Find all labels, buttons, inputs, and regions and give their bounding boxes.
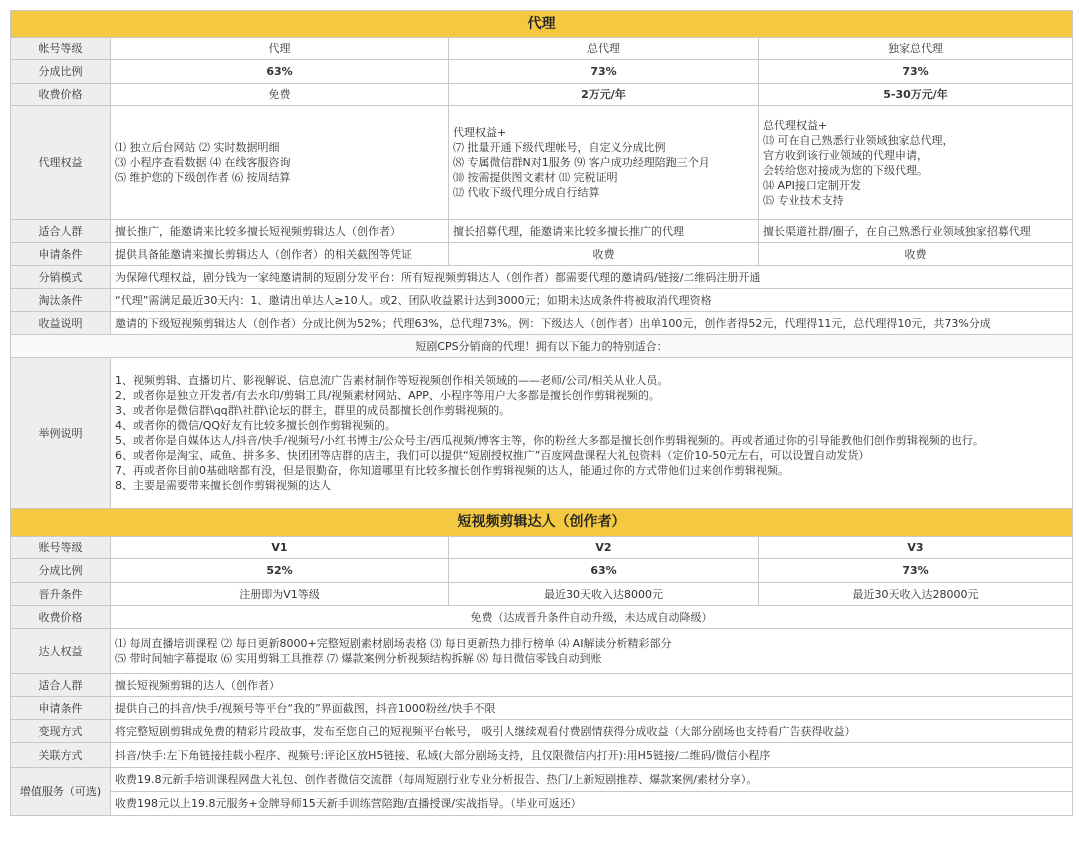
cell-value: 收费 xyxy=(449,243,759,266)
agent-examples-row xyxy=(11,358,1073,509)
cell-value: 擅长招募代理，能邀请来比较多擅长推广的代理 xyxy=(449,220,759,243)
pricing-sheet xyxy=(10,10,1072,816)
cell-exclusive-agent: 独家总代理 xyxy=(759,38,1073,60)
cell-value: 提供自己的抖音/快手/视频号等平台“我的”界面截图，抖音1000粉丝/快手不限 xyxy=(111,697,1073,720)
creator-price-row xyxy=(11,606,1073,629)
agent-level-row xyxy=(11,38,1073,60)
cell-value: ⑴ 每周直播培训课程 ⑵ 每日更新8000+完整短剧素材剧场表格 ⑶ 每日更新热力排行榜单 ⑷ AI解读分析精彩部分 ⑸ 带时间轴字幕提取 ⑹ 实用剪辑工具推荐 ⑺ 爆款案例分析视频结构拆解 ⑻ 每日微信零钱自动到账 xyxy=(111,629,1073,674)
creator-rights-row xyxy=(11,629,1073,674)
creator-link-row xyxy=(11,743,1073,768)
row-label: 变现方式 xyxy=(11,720,111,743)
creator-vas-row xyxy=(11,768,1073,792)
row-label: 达人权益 xyxy=(11,629,111,674)
cell-value: 免费 xyxy=(111,84,449,106)
cell-value: 抖音/快手:左下角链接挂载小程序、视频号:评论区放H5链接、私域(大部分剧场支持，且仅限微信内打开):用H5链接/二维码/微信小程序 xyxy=(111,743,1073,768)
creator-promote-row xyxy=(11,583,1073,606)
cell-value: 将完整短剧剪辑成免费的精彩片段故事，发布至您自己的短视频平台帐号， 吸引人继续观看付费剧情获得分成收益（大部分剧场也支持看广告获得收益） xyxy=(111,720,1073,743)
agent-mode-row xyxy=(11,266,1073,289)
cell-value: 邀请的下级短视频剪辑达人（创作者）分成比例为52%；代理63%，总代理73%。例：下级达人（创作者）出单100元，创作者得52元，代理得11元，总代理得10元，共73%分成 xyxy=(111,312,1073,335)
row-label: 适合人群 xyxy=(11,674,111,697)
cell-value: 最近30天收入达8000元 xyxy=(449,583,759,606)
agent-audience-row xyxy=(11,220,1073,243)
pricing-table xyxy=(10,10,1073,816)
cell-value: 73% xyxy=(449,60,759,84)
cell-value: 免费（达成晋升条件自动升级，未达成自动降级） xyxy=(111,606,1073,629)
cell-general-agent: 总代理 xyxy=(449,38,759,60)
agent-section-title: 代理 xyxy=(11,11,1073,38)
cell-value: 收费198元以上19.8元服务+金牌导师15天新手训练营陪跑/直播授课/实战指导。（毕业可返还） xyxy=(111,792,1073,816)
row-label: 分成比例 xyxy=(11,559,111,583)
cell-value: 擅长短视频剪辑的达人（创作者） xyxy=(111,674,1073,697)
row-label: 关联方式 xyxy=(11,743,111,768)
cell-v1: V1 xyxy=(111,537,449,559)
cell-value: 73% xyxy=(759,559,1073,583)
creator-audience-row xyxy=(11,674,1073,697)
cell-value: 收费19.8元新手培训课程网盘大礼包、创作者微信交流群（每周短剧行业专业分析报告、热门/上新短剧推荐、爆款案例/素材分享）。 xyxy=(111,768,1073,792)
cell-value: 收费 xyxy=(759,243,1073,266)
row-label: 代理权益 xyxy=(11,106,111,220)
cell-value: 注册即为V1等级 xyxy=(111,583,449,606)
row-label: 增值服务（可选) xyxy=(11,768,111,816)
creator-section-title: 短视频剪辑达人（创作者） xyxy=(11,509,1073,537)
agent-price-row xyxy=(11,84,1073,106)
row-label: 收费价格 xyxy=(11,84,111,106)
cell-value: 最近30天收入达28000元 xyxy=(759,583,1073,606)
row-label: 分销模式 xyxy=(11,266,111,289)
cell-v2: V2 xyxy=(449,537,759,559)
agent-rights-row xyxy=(11,106,1073,220)
creator-share-row xyxy=(11,559,1073,583)
cell-value: 为保障代理权益，剧分钱为一家纯邀请制的短剧分发平台：所有短视频剪辑达人（创作者）都需要代理的邀请码/链接/二维码注册开通 xyxy=(111,266,1073,289)
creator-monetize-row xyxy=(11,720,1073,743)
cell-agent: 代理 xyxy=(111,38,449,60)
row-label: 分成比例 xyxy=(11,60,111,84)
row-label: 收益说明 xyxy=(11,312,111,335)
agent-eliminate-row xyxy=(11,289,1073,312)
cell-value: 擅长推广，能邀请来比较多擅长短视频剪辑达人（创作者） xyxy=(111,220,449,243)
agent-note-row xyxy=(11,335,1073,358)
row-label: 适合人群 xyxy=(11,220,111,243)
cell-value: 52% xyxy=(111,559,449,583)
cell-value: 5-30万元/年 xyxy=(759,84,1073,106)
creator-vas-row-2 xyxy=(11,792,1073,816)
row-label: 账号等级 xyxy=(11,537,111,559)
row-label: 申请条件 xyxy=(11,243,111,266)
cell-value: 2万元/年 xyxy=(449,84,759,106)
cell-value: 63% xyxy=(111,60,449,84)
row-label: 晋升条件 xyxy=(11,583,111,606)
cell-value: 提供具备能邀请来擅长剪辑达人（创作者）的相关截图等凭证 xyxy=(111,243,449,266)
row-label: 举例说明 xyxy=(11,358,111,509)
row-label: 帐号等级 xyxy=(11,38,111,60)
row-label: 收费价格 xyxy=(11,606,111,629)
cell-value: 73% xyxy=(759,60,1073,84)
cell-rights-exclusive: 总代理权益+ ⒀ 可在自己熟悉行业领域独家总代理， 官方收到该行业领域的代理申请， 会转给您对接成为您的下级代理。 ⒁ API接口定制开发 ⒂ 专业技术支持 xyxy=(759,106,1073,220)
row-label: 申请条件 xyxy=(11,697,111,720)
examples-text: 1、视频剪辑、直播切片、影视解说、信息流广告素材制作等短视频创作相关领域的——老师/公司/相关从业人员。 2、或者你是独立开发者/有去水印/剪辑工具/视频素材网站、APP、小程序等用户大多都是擅长创作剪辑视频的。 3、或者你是微信群\qq群\社群\论坛的群主，群里的成员都擅长创作剪辑视频的。 4、或者你的微信/QQ好友有比较多擅长创作剪辑视频的。 5、或者你是自媒体达人/抖音/快手/视频号/小红书博主/公众号主/西瓜视频/博客主等，你的粉丝大多都是擅长创作剪辑视频的。再或者通过你的引导能教他们创作剪辑视频的也行。 6、或者你是淘宝、咸鱼、拼多多、快团团等店群的店主，我们可以提供“短剧授权推广”百度网盘课程大礼包资料（定价10-50元左右，可以设置自动发货） 7、再或者你目前0基础啥都有没，但是很勤奋，你知道哪里有比较多擅长创作剪辑视频的达人，能通过你的方式带他们过来创作剪辑视频。 8、主要是需要带来擅长创作剪辑视频的达人 xyxy=(111,358,1073,509)
cell-value: “代理”需满足最近30天内：1、邀请出单达人≥10人。或2、团队收益累计达到3000元；如期未达成条件将被取消代理资格 xyxy=(111,289,1073,312)
creator-apply-row xyxy=(11,697,1073,720)
cell-rights-agent: ⑴ 独立后台网站 ⑵ 实时数据明细 ⑶ 小程序查看数据 ⑷ 在线客服咨询 ⑸ 维护您的下级创作者 ⑹ 按周结算 xyxy=(111,106,449,220)
note-text: 短剧CPS分销商的代理！拥有以下能力的特别适合： xyxy=(11,335,1073,358)
cell-value: 63% xyxy=(449,559,759,583)
agent-apply-row xyxy=(11,243,1073,266)
cell-rights-general: 代理权益+ ⑺ 批量开通下级代理帐号，自定义分成比例 ⑻ 专属微信群N对1服务 ⑼ 客户成功经理陪跑三个月 ⑽ 按需提供图文素材 ⑾ 完税证明 ⑿ 代收下级代理分成自行结算 xyxy=(449,106,759,220)
cell-v3: V3 xyxy=(759,537,1073,559)
row-label: 淘汰条件 xyxy=(11,289,111,312)
agent-share-row xyxy=(11,60,1073,84)
creator-level-row xyxy=(11,537,1073,559)
agent-income-row xyxy=(11,312,1073,335)
cell-value: 擅长渠道社群/圈子，在自己熟悉行业领域独家招募代理 xyxy=(759,220,1073,243)
